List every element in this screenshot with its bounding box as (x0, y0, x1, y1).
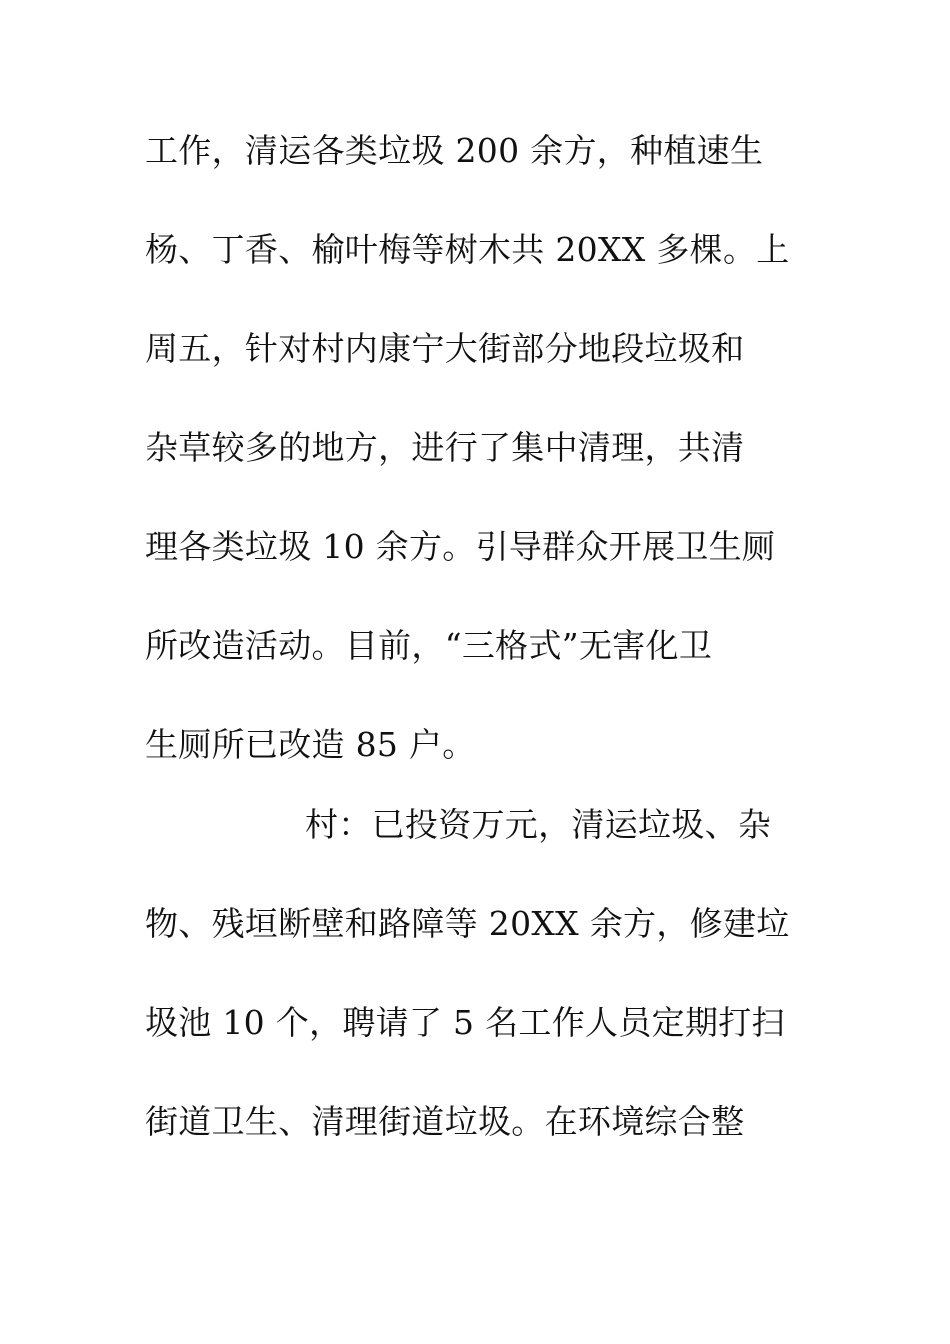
paragraph-1-line-5: 理各类垃圾 10 余方。引导群众开展卫生厕 (145, 527, 776, 566)
document-body (145, 122, 815, 1192)
paragraph-1-line-2: 杨、丁香、榆叶梅等树木共 20XX 多棵。上 (145, 230, 790, 269)
paragraph-1-line-1: 工作，清运各类垃圾 200 余方，种植速生 (145, 131, 764, 170)
paragraph-2-line-2: 物、残垣断壁和路障等 20XX 余方，修建垃 (145, 904, 790, 943)
paragraph-1-line-6: 所改造活动。目前，“三格式”无害化卫 (145, 626, 713, 665)
paragraph-1-line-4: 杂草较多的地方，进行了集中清理，共清 (145, 428, 745, 467)
paragraph-1-line-3: 周五，针对村内康宁大街部分地段垃圾和 (145, 329, 745, 368)
paragraph-2-line-4: 街道卫生、清理街道垃圾。在环境综合整 (145, 1102, 745, 1141)
paragraph-2-line-1: 村：已投资万元，清运垃圾、杂 (305, 805, 772, 844)
paragraph-2-line-3: 圾池 10 个，聘请了 5 名工作人员定期打扫 (145, 1003, 785, 1042)
paragraph-1-line-7: 生厕所已改造 85 户。 (145, 725, 476, 764)
